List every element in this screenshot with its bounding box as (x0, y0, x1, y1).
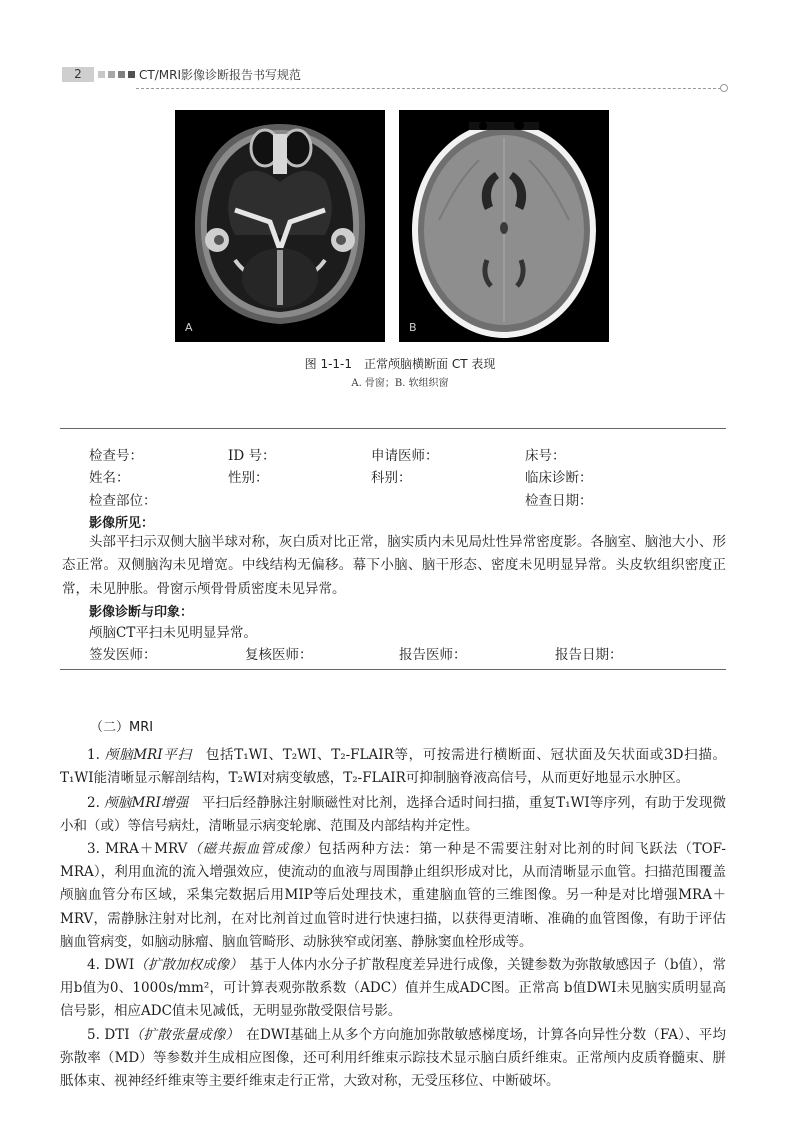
header-divider-end-icon (720, 84, 728, 92)
paragraph-mra-mrv (60, 838, 726, 954)
paragraph-mri-plain (60, 744, 726, 790)
bed-number-label: 床号： (525, 448, 566, 464)
item-term: （扩散加权成像） (134, 957, 237, 973)
department-label: 科别： (371, 470, 412, 486)
report-doctor-label: 报告医师： (399, 647, 467, 663)
item-term: 颅脑MRI平扫 (104, 747, 192, 763)
signing-doctor-label: 签发医师： (89, 647, 157, 663)
item-text: 包括T₁WI、T₂WI、T₂-FLAIR等，可按需进行横断面、冠状面及矢状面或3D扫描。T₁WI能清晰显示解剖结构，T₂WI对病变敏感，T₂-FLAIR可抑制脑脊液高信号，从而更好地显示水肿区。 (60, 747, 727, 787)
figure-caption: 图 1-1-1 正常颅脑横断面 CT 表现 (304, 357, 496, 371)
ct-image-soft-tissue-window (399, 110, 609, 342)
item-text: 在DWI基础上从多个方向施加弥散敏感梯度场，计算各向异性分数（FA）、平均弥散率（MD）等参数并生成相应图像，还可利用纤维束示踪技术显示脑白质纤维束。正常颅内皮质脊髓束、胼胝体束、视神经纤维束等主要纤维束走行正常，大致对称，无受压移位、中断破坏。 (60, 1027, 726, 1090)
findings-text: 头部平扫示双侧大脑半球对称，灰白质对比正常，脑实质内未见局灶性异常密度影。各脑室、脑池大小、形态正常。双侧脑沟未见增宽。中线结构无偏移。幕下小脑、脑干形态、密度未见明显异常。头皮软组织密度正常，未见肿胀。骨窗示颅骨骨质密度未见异常。 (62, 534, 726, 597)
section-heading-mri: （二）MRI (90, 720, 154, 735)
item-text: 平扫后经静脉注射顺磁性对比剂，选择合适时间扫描，重复T₁WI等序列，有助于发现微小和（或）等信号病灶，清晰显示病变轮廓、范围及内部结构并定性。 (60, 795, 726, 835)
impression-heading: 影像诊断与印象： (89, 605, 194, 620)
paragraph-dwi (60, 954, 726, 1024)
report-top-rule (60, 428, 726, 429)
paragraph-dti (60, 1024, 726, 1094)
review-doctor-label: 复核医师： (245, 647, 313, 663)
item-number: 5. DTI (87, 1027, 130, 1043)
running-header-title: CT/MRI影像诊断报告书写规范 (139, 68, 301, 82)
item-term: 颅脑MRI增强 (104, 795, 189, 811)
gender-label: 性别： (228, 470, 269, 486)
item-text: 包括两种方法：第一种是不需要注射对比剂的时间飞跃法（TOF-MRA），利用血流的流入增强效应，使流动的血液与周围静止组织形成对比，从而清晰显示血管。扫描范围覆盖颅脑血管分布区域，采集完数据后用MIP等后处理技术，重建脑血管的三维图像。另一种是对比增强MRA＋MRV，需静脉注射对比剂，在对比剂首过血管时进行快速扫描，以获得更清晰、准确的血管图像，有助于评估脑血管病变，如脑动脉瘤、脑血管畸形、动脉狭窄或闭塞、静脉窦血栓形成等。 (60, 841, 726, 950)
exam-date-label: 检查日期： (525, 493, 593, 509)
exam-number-label: 检查号： (89, 448, 143, 464)
header-divider (136, 88, 721, 89)
patient-name-label: 姓名： (89, 470, 130, 486)
figure-subcaption: A. 骨窗；B. 软组织窗 (351, 378, 449, 389)
findings-heading: 影像所见： (89, 516, 155, 531)
panel-a-label: A (185, 321, 193, 334)
ct-image-bone-window (175, 110, 385, 342)
id-number-label: ID 号： (228, 448, 276, 464)
item-text: 基于人体内水分子扩散程度差异进行成像，关键参数为弥散敏感因子（b值），常用b值为0、1000s/mm²，可计算表观弥散系数（ADC）值并生成ADC图。正常高 b值DWI未见脑实质明显高信号影，相应ADC值未见减低，无明显弥散受限信号影。 (60, 957, 726, 1020)
clinical-diagnosis-label: 临床诊断： (525, 470, 593, 486)
item-number: 2. (87, 795, 105, 811)
header-square-icon (118, 71, 125, 78)
requesting-doctor-label: 申请医师： (371, 448, 439, 464)
item-number: 3. MRA＋MRV (87, 841, 188, 857)
item-number: 1. (87, 747, 105, 763)
impression-text: 颅脑CT平扫未见明显异常。 (89, 625, 257, 641)
header-square-icon (128, 71, 135, 78)
item-number: 4. DWI (87, 957, 135, 973)
exam-part-label: 检查部位： (89, 493, 157, 509)
item-term: （磁共振血管成像） (187, 841, 318, 857)
report-bottom-rule (60, 669, 726, 670)
item-term: （扩散张量成像） (129, 1027, 233, 1043)
paragraph-mri-enhanced (60, 792, 726, 838)
header-square-icon (108, 71, 115, 78)
panel-b-label: B (409, 321, 417, 334)
report-date-label: 报告日期： (555, 647, 623, 663)
page-number: 2 (62, 67, 94, 82)
header-square-icon (98, 71, 105, 78)
